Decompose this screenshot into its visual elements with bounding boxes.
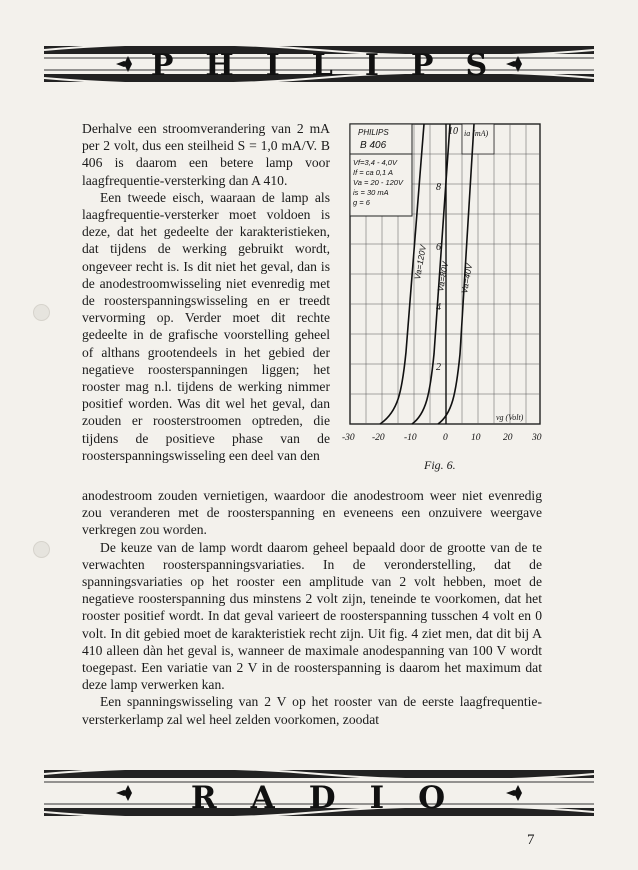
svg-text:is = 30 mA: is = 30 mA [353, 188, 389, 197]
svg-text:B 406: B 406 [360, 140, 387, 151]
punch-hole [33, 541, 50, 558]
characteristic-graph [340, 122, 546, 452]
header-banner [44, 36, 594, 92]
svg-text:-30: -30 [342, 433, 355, 443]
svg-text:2: 2 [436, 362, 441, 373]
paragraph: Een spanningswisseling van 2 V op het rooster van de eerste laagfrequentie-versterkerlamp zal wel heel zelden voorkomen, zoodat [82, 694, 542, 727]
svg-text:-10: -10 [404, 433, 417, 443]
punch-hole [33, 304, 50, 321]
svg-text:4: 4 [436, 302, 441, 313]
header-brand: PHILIPS [150, 48, 520, 83]
svg-text:6: 6 [436, 242, 441, 253]
figure-caption: Fig. 6. [424, 458, 456, 472]
svg-text:g = 6: g = 6 [353, 198, 370, 207]
paragraph: Een tweede eisch, waaraan de lamp als laagfrequentie-versterker moet voldoen is deze, dat het gedeelte der karakteristieken, dat tijdens de werking gebruikt wordt, ongeveer recht is. Is dit niet het geval, dan is de anodestroomwisseling niet evenredig met de roosterspanningswisseling en er treedt vervorming op. Verder moet dit rechte gedeelte in de grafische voorstelling geheel of althans grootendeels in het gebied der negatieve roosterspanningen liggen; het rooster mag n.l. tijdens de werking nimmer positief worden. Was dit wel het geval, dan zouden er roosterstroomen optreden, die tijdens de positieve phase van de roosterspanningswisseling een deel van den [82, 189, 330, 463]
curve-labels [412, 243, 474, 294]
body-text [82, 487, 542, 728]
y-axis-label: ia (mA) [464, 129, 489, 138]
footer-word: RADIO [190, 780, 480, 816]
paragraph: De keuze van de lamp wordt daarom geheel bepaald door de grootte van de te verwachten roosterspanningsvariaties. In de veronderstelling, dat de spanningsvariaties op het rooster een amplitude van 2 volt hebben, moet de negatieve roosterspanning dus minstens 2 volt zijn, teneinde te voorkomen, dat het rooster positief wordt. In dat geval varieert de roosterspanning tusschen 4 volt en 0 volt. In dit gebied moet de karakteristiek recht zijn. Uit fig. 4 ziet men, dat dit bij A 410 alleen dàn het geval is, wanneer de maximale anodespanning van 100 V wordt toegepast. Een variatie van 2 V in de roosterspanning is daarom het maximum dat deze lamp verwerken kan. [82, 539, 542, 693]
svg-text:Va=120V: Va=120V [412, 244, 429, 281]
svg-text:0: 0 [443, 433, 448, 443]
svg-text:PHILIPS: PHILIPS [358, 128, 389, 137]
column-text [82, 120, 330, 464]
svg-text:Va=80V: Va=80V [435, 260, 451, 293]
svg-text:10: 10 [471, 433, 481, 443]
svg-text:10: 10 [448, 126, 458, 137]
svg-text:-20: -20 [372, 433, 385, 443]
paragraph: anodestroom zouden vernietigen, waardoor die anodestroom weer niet evenredig zou veranderen met de roosterspanning en eveneens een onzuivere weergave verkregen zou worden. [82, 488, 542, 538]
svg-text:Va = 20 - 120V: Va = 20 - 120V [353, 178, 403, 187]
svg-text:If = ca 0,1 A: If = ca 0,1 A [353, 168, 393, 177]
footer-banner [44, 764, 594, 824]
svg-text:30: 30 [532, 433, 542, 443]
svg-text:Vf=3,4 - 4,0V: Vf=3,4 - 4,0V [353, 158, 397, 167]
svg-text:8: 8 [436, 182, 441, 193]
paragraph: Derhalve een stroomverandering van 2 mA per 2 volt, dus een steilheid S = 1,0 mA/V. B 406 is daarom een betere lamp voor laagfrequentie-versterking dan A 410. [82, 121, 330, 188]
svg-text:Va=40V: Va=40V [459, 262, 475, 295]
x-axis-label: vg (Volt) [496, 413, 524, 422]
x-axis-ticks [342, 433, 542, 443]
page-number: 7 [527, 832, 535, 848]
svg-text:20: 20 [503, 433, 513, 443]
